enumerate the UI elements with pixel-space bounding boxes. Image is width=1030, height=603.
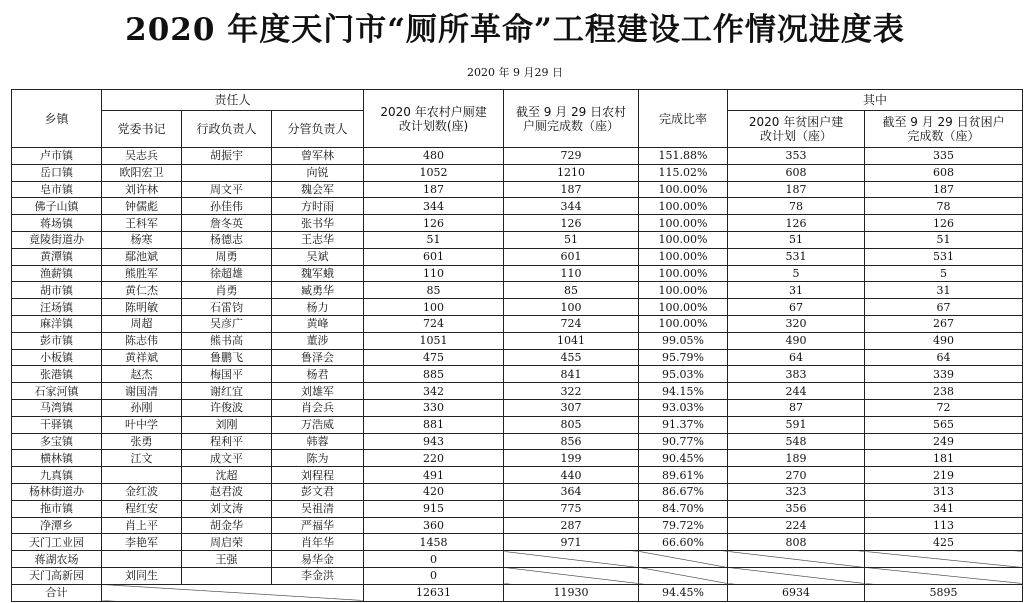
plan-cell: 943 — [364, 433, 504, 450]
ratio-cell: 115.02% — [639, 164, 728, 181]
party-secretary-cell: 肖上平 — [102, 517, 182, 534]
poor-plan-cell: 808 — [728, 534, 865, 551]
table-row — [12, 332, 1023, 349]
ratio-cell: 100.00% — [639, 282, 728, 299]
poor-completed-cell: 219 — [865, 467, 1023, 484]
table-row — [12, 483, 1023, 500]
plan-cell: 724 — [364, 315, 504, 332]
plan-cell: 1051 — [364, 332, 504, 349]
ratio-cell: 89.61% — [639, 467, 728, 484]
town-cell: 九真镇 — [12, 467, 102, 484]
town-cell: 张港镇 — [12, 366, 102, 383]
poor-plan-cell: 531 — [728, 248, 865, 265]
completed-cell: 85 — [504, 282, 639, 299]
plan-cell: 491 — [364, 467, 504, 484]
completed-cell: 110 — [504, 265, 639, 282]
ratio-cell: 86.67% — [639, 483, 728, 500]
table-row — [12, 231, 1023, 248]
party-secretary-cell: 周超 — [102, 315, 182, 332]
poor-plan-cell: 67 — [728, 299, 865, 316]
admin-head-cell: 杨德志 — [182, 231, 272, 248]
town-cell: 干驿镇 — [12, 416, 102, 433]
party-secretary-cell: 程红安 — [102, 500, 182, 517]
empty-slash-cell — [639, 567, 728, 584]
table-row — [12, 416, 1023, 433]
table-row — [12, 248, 1023, 265]
party-secretary-cell: 金红波 — [102, 483, 182, 500]
admin-head-cell — [182, 164, 272, 181]
division-head-cell: 易华金 — [272, 551, 364, 568]
division-head-cell: 严福华 — [272, 517, 364, 534]
town-cell: 多宝镇 — [12, 433, 102, 450]
town-cell: 汪场镇 — [12, 299, 102, 316]
town-cell: 天门工业园 — [12, 534, 102, 551]
poor-plan-cell: 356 — [728, 500, 865, 517]
total-poor-plan-cell: 6934 — [728, 584, 865, 601]
party-secretary-cell: 谢国清 — [102, 383, 182, 400]
plan-cell: 0 — [364, 567, 504, 584]
completed-cell: 729 — [504, 148, 639, 165]
party-secretary-cell: 江文 — [102, 450, 182, 467]
ratio-cell: 66.60% — [639, 534, 728, 551]
division-head-cell: 方时雨 — [272, 198, 364, 215]
completed-cell: 856 — [504, 433, 639, 450]
town-cell: 横林镇 — [12, 450, 102, 467]
division-head-cell: 王志华 — [272, 231, 364, 248]
table-row — [12, 366, 1023, 383]
poor-completed-cell: 313 — [865, 483, 1023, 500]
admin-head-cell: 刘文涛 — [182, 500, 272, 517]
poor-completed-cell: 531 — [865, 248, 1023, 265]
ratio-cell: 90.45% — [639, 450, 728, 467]
division-head-cell: 李金洪 — [272, 567, 364, 584]
plan-cell: 110 — [364, 265, 504, 282]
division-head-cell: 向锐 — [272, 164, 364, 181]
admin-head-cell: 徐超雄 — [182, 265, 272, 282]
plan-cell: 480 — [364, 148, 504, 165]
admin-head-cell: 赵君波 — [182, 483, 272, 500]
poor-completed-cell: 5 — [865, 265, 1023, 282]
division-head-cell: 臧勇华 — [272, 282, 364, 299]
division-head-cell: 韩蓉 — [272, 433, 364, 450]
town-cell: 卢市镇 — [12, 148, 102, 165]
ratio-cell: 79.72% — [639, 517, 728, 534]
completed-cell: 1041 — [504, 332, 639, 349]
ratio-cell: 84.70% — [639, 500, 728, 517]
admin-head-cell: 石雷钧 — [182, 299, 272, 316]
completed-cell: 322 — [504, 383, 639, 400]
town-cell: 岳口镇 — [12, 164, 102, 181]
ratio-cell: 99.05% — [639, 332, 728, 349]
town-cell: 竟陵街道办 — [12, 231, 102, 248]
party-secretary-cell — [102, 467, 182, 484]
party-secretary-cell: 鄢池斌 — [102, 248, 182, 265]
admin-head-cell: 梅国平 — [182, 366, 272, 383]
division-head-cell: 曾军林 — [272, 148, 364, 165]
party-secretary-cell: 熊胜军 — [102, 265, 182, 282]
plan-cell: 51 — [364, 231, 504, 248]
empty-slash-cell — [865, 551, 1023, 568]
completed-cell: 724 — [504, 315, 639, 332]
division-head-cell: 杨力 — [272, 299, 364, 316]
town-cell: 马湾镇 — [12, 399, 102, 416]
empty-slash-cell — [865, 567, 1023, 584]
town-cell: 麻洋镇 — [12, 315, 102, 332]
admin-head-cell: 鲁鹏飞 — [182, 349, 272, 366]
completed-cell: 455 — [504, 349, 639, 366]
empty-slash-cell — [504, 551, 639, 568]
poor-completed-cell: 31 — [865, 282, 1023, 299]
poor-completed-cell: 238 — [865, 383, 1023, 400]
division-head-cell: 黄峰 — [272, 315, 364, 332]
poor-completed-cell: 64 — [865, 349, 1023, 366]
completed-cell: 601 — [504, 248, 639, 265]
plan-cell: 475 — [364, 349, 504, 366]
total-completed-cell: 11930 — [504, 584, 639, 601]
ratio-cell: 100.00% — [639, 181, 728, 198]
total-row — [12, 584, 1023, 601]
completed-cell: 344 — [504, 198, 639, 215]
table-row — [12, 399, 1023, 416]
town-cell: 黄潭镇 — [12, 248, 102, 265]
town-cell: 蒋湖农场 — [12, 551, 102, 568]
poor-completed-cell: 335 — [865, 148, 1023, 165]
report-date: 2020 年 9 月29 日 — [467, 66, 563, 79]
party-secretary-cell: 叶中学 — [102, 416, 182, 433]
header-completed: 截至 9 月 29 日农村户厕完成数（座） — [504, 90, 639, 148]
plan-cell: 1458 — [364, 534, 504, 551]
header-party-secretary: 党委书记 — [102, 111, 182, 148]
party-secretary-cell: 吴志兵 — [102, 148, 182, 165]
town-cell: 小板镇 — [12, 349, 102, 366]
poor-completed-cell: 565 — [865, 416, 1023, 433]
division-head-cell: 魏会军 — [272, 181, 364, 198]
completed-cell: 287 — [504, 517, 639, 534]
town-cell: 杨林街道办 — [12, 483, 102, 500]
ratio-cell: 100.00% — [639, 198, 728, 215]
header-division-head: 分管负责人 — [272, 111, 364, 148]
poor-plan-cell: 591 — [728, 416, 865, 433]
completed-cell: 307 — [504, 399, 639, 416]
empty-slash-cell — [504, 567, 639, 584]
table-row — [12, 500, 1023, 517]
ratio-cell: 100.00% — [639, 215, 728, 232]
table-row — [12, 450, 1023, 467]
page-title: 2020 年度天门市“厕所革命”工程建设工作情况进度表 — [125, 12, 905, 48]
completed-cell: 1210 — [504, 164, 639, 181]
plan-cell: 881 — [364, 416, 504, 433]
header-town: 乡镇 — [12, 90, 102, 148]
table-row — [12, 164, 1023, 181]
poor-completed-cell: 490 — [865, 332, 1023, 349]
division-head-cell: 魏军蛾 — [272, 265, 364, 282]
party-secretary-cell: 刘许林 — [102, 181, 182, 198]
division-head-cell: 肖会兵 — [272, 399, 364, 416]
town-cell: 蒋场镇 — [12, 215, 102, 232]
poor-plan-cell: 51 — [728, 231, 865, 248]
poor-completed-cell: 425 — [865, 534, 1023, 551]
plan-cell: 330 — [364, 399, 504, 416]
party-secretary-cell — [102, 551, 182, 568]
poor-plan-cell: 189 — [728, 450, 865, 467]
party-secretary-cell: 王科军 — [102, 215, 182, 232]
plan-cell: 100 — [364, 299, 504, 316]
table-row — [12, 534, 1023, 551]
poor-plan-cell: 353 — [728, 148, 865, 165]
poor-plan-cell: 224 — [728, 517, 865, 534]
poor-plan-cell: 5 — [728, 265, 865, 282]
plan-cell: 601 — [364, 248, 504, 265]
party-secretary-cell: 陈志伟 — [102, 332, 182, 349]
plan-cell: 342 — [364, 383, 504, 400]
total-poor-completed-cell: 5895 — [865, 584, 1023, 601]
party-secretary-cell: 赵杰 — [102, 366, 182, 383]
ratio-cell: 100.00% — [639, 248, 728, 265]
party-secretary-cell: 李艳军 — [102, 534, 182, 551]
poor-plan-cell: 548 — [728, 433, 865, 450]
poor-completed-cell: 51 — [865, 231, 1023, 248]
division-head-cell: 吴祖清 — [272, 500, 364, 517]
table-row — [12, 282, 1023, 299]
completed-cell: 126 — [504, 215, 639, 232]
ratio-cell: 100.00% — [639, 265, 728, 282]
poor-completed-cell: 113 — [865, 517, 1023, 534]
party-secretary-cell: 刘同生 — [102, 567, 182, 584]
poor-plan-cell: 187 — [728, 181, 865, 198]
ratio-cell: 100.00% — [639, 315, 728, 332]
division-head-cell: 彭文君 — [272, 483, 364, 500]
division-head-cell: 张书华 — [272, 215, 364, 232]
completed-cell: 51 — [504, 231, 639, 248]
party-secretary-cell: 陈明敏 — [102, 299, 182, 316]
table-row — [12, 148, 1023, 165]
table-row — [12, 567, 1023, 584]
progress-table — [11, 89, 1023, 602]
completed-cell: 100 — [504, 299, 639, 316]
poor-plan-cell: 383 — [728, 366, 865, 383]
ratio-cell: 100.00% — [639, 231, 728, 248]
poor-plan-cell: 64 — [728, 349, 865, 366]
plan-cell: 0 — [364, 551, 504, 568]
poor-completed-cell: 72 — [865, 399, 1023, 416]
total-ratio-cell: 94.45% — [639, 584, 728, 601]
party-secretary-cell: 孙刚 — [102, 399, 182, 416]
division-head-cell: 陈为 — [272, 450, 364, 467]
total-plan-cell: 12631 — [364, 584, 504, 601]
completed-cell: 187 — [504, 181, 639, 198]
party-secretary-cell: 欧阳宏卫 — [102, 164, 182, 181]
empty-slash-cell — [639, 551, 728, 568]
division-head-cell: 肖年华 — [272, 534, 364, 551]
plan-cell: 915 — [364, 500, 504, 517]
party-secretary-cell: 杨寒 — [102, 231, 182, 248]
plan-cell: 126 — [364, 215, 504, 232]
division-head-cell: 刘雄军 — [272, 383, 364, 400]
admin-head-cell: 周文平 — [182, 181, 272, 198]
ratio-cell: 91.37% — [639, 416, 728, 433]
completed-cell: 971 — [504, 534, 639, 551]
admin-head-cell: 詹冬英 — [182, 215, 272, 232]
table-row — [12, 198, 1023, 215]
poor-completed-cell: 126 — [865, 215, 1023, 232]
header-ratio: 完成比率 — [639, 90, 728, 148]
plan-cell: 187 — [364, 181, 504, 198]
admin-head-cell: 成文平 — [182, 450, 272, 467]
poor-completed-cell: 67 — [865, 299, 1023, 316]
admin-head-cell: 王强 — [182, 551, 272, 568]
town-cell: 佛子山镇 — [12, 198, 102, 215]
admin-head-cell: 程利平 — [182, 433, 272, 450]
admin-head-cell: 孙佳伟 — [182, 198, 272, 215]
town-cell: 净潭乡 — [12, 517, 102, 534]
plan-cell: 420 — [364, 483, 504, 500]
completed-cell: 775 — [504, 500, 639, 517]
admin-head-cell: 周启荣 — [182, 534, 272, 551]
total-label: 合计 — [12, 584, 102, 601]
town-cell: 石家河镇 — [12, 383, 102, 400]
table-body — [12, 148, 1023, 602]
table-row — [12, 383, 1023, 400]
party-secretary-cell: 张勇 — [102, 433, 182, 450]
poor-completed-cell: 78 — [865, 198, 1023, 215]
completed-cell: 440 — [504, 467, 639, 484]
town-cell: 渔薪镇 — [12, 265, 102, 282]
division-head-cell: 董涉 — [272, 332, 364, 349]
town-cell: 拖市镇 — [12, 500, 102, 517]
table-row — [12, 265, 1023, 282]
ratio-cell: 94.15% — [639, 383, 728, 400]
party-secretary-cell: 黄仁杰 — [102, 282, 182, 299]
table-row — [12, 467, 1023, 484]
town-cell: 胡市镇 — [12, 282, 102, 299]
town-cell: 彭市镇 — [12, 332, 102, 349]
admin-head-cell: 吴彦广 — [182, 315, 272, 332]
plan-cell: 360 — [364, 517, 504, 534]
admin-head-cell: 周勇 — [182, 248, 272, 265]
poor-plan-cell: 244 — [728, 383, 865, 400]
poor-completed-cell: 267 — [865, 315, 1023, 332]
ratio-cell: 100.00% — [639, 299, 728, 316]
ratio-cell: 90.77% — [639, 433, 728, 450]
table-row — [12, 551, 1023, 568]
admin-head-cell: 胡振宇 — [182, 148, 272, 165]
header-responsible: 责任人 — [102, 90, 364, 111]
table-row — [12, 517, 1023, 534]
plan-cell: 885 — [364, 366, 504, 383]
ratio-cell: 93.03% — [639, 399, 728, 416]
poor-plan-cell: 31 — [728, 282, 865, 299]
plan-cell: 1052 — [364, 164, 504, 181]
header-poor-plan: 2020 年贫困户建改计划（座） — [728, 111, 865, 148]
poor-completed-cell: 249 — [865, 433, 1023, 450]
table-row — [12, 349, 1023, 366]
completed-cell: 364 — [504, 483, 639, 500]
plan-cell: 220 — [364, 450, 504, 467]
ratio-cell: 95.03% — [639, 366, 728, 383]
town-cell: 天门高新园 — [12, 567, 102, 584]
party-secretary-cell: 钟儒彪 — [102, 198, 182, 215]
table-row — [12, 433, 1023, 450]
poor-completed-cell: 608 — [865, 164, 1023, 181]
table-row — [12, 315, 1023, 332]
completed-cell: 805 — [504, 416, 639, 433]
header-of-which: 其中 — [728, 90, 1023, 111]
ratio-cell: 95.79% — [639, 349, 728, 366]
town-cell: 皂市镇 — [12, 181, 102, 198]
header-plan: 2020 年农村户厕建改计划数(座) — [364, 90, 504, 148]
plan-cell: 85 — [364, 282, 504, 299]
poor-plan-cell: 78 — [728, 198, 865, 215]
poor-plan-cell: 490 — [728, 332, 865, 349]
admin-head-cell: 谢红宜 — [182, 383, 272, 400]
division-head-cell: 杨君 — [272, 366, 364, 383]
poor-completed-cell: 187 — [865, 181, 1023, 198]
completed-cell: 199 — [504, 450, 639, 467]
poor-plan-cell: 87 — [728, 399, 865, 416]
header-poor-completed: 截至 9 月 29 日贫困户完成数（座） — [865, 111, 1023, 148]
admin-head-cell — [182, 567, 272, 584]
poor-plan-cell: 323 — [728, 483, 865, 500]
admin-head-cell: 许俊波 — [182, 399, 272, 416]
admin-head-cell: 沈超 — [182, 467, 272, 484]
admin-head-cell: 肖勇 — [182, 282, 272, 299]
admin-head-cell: 刘刚 — [182, 416, 272, 433]
poor-plan-cell: 126 — [728, 215, 865, 232]
table-row — [12, 215, 1023, 232]
plan-cell: 344 — [364, 198, 504, 215]
division-head-cell: 吴斌 — [272, 248, 364, 265]
header-admin-head: 行政负责人 — [182, 111, 272, 148]
empty-slash-cell — [728, 551, 865, 568]
table-row — [12, 299, 1023, 316]
poor-plan-cell: 608 — [728, 164, 865, 181]
poor-completed-cell: 341 — [865, 500, 1023, 517]
completed-cell: 841 — [504, 366, 639, 383]
admin-head-cell: 熊书高 — [182, 332, 272, 349]
poor-completed-cell: 339 — [865, 366, 1023, 383]
empty-slash-cell — [728, 567, 865, 584]
poor-completed-cell: 181 — [865, 450, 1023, 467]
total-empty-slash-cell — [102, 584, 364, 601]
division-head-cell: 刘程程 — [272, 467, 364, 484]
table-row — [12, 181, 1023, 198]
party-secretary-cell: 黄祥斌 — [102, 349, 182, 366]
division-head-cell: 万浩威 — [272, 416, 364, 433]
poor-plan-cell: 320 — [728, 315, 865, 332]
ratio-cell: 151.88% — [639, 148, 728, 165]
poor-plan-cell: 270 — [728, 467, 865, 484]
admin-head-cell: 胡金华 — [182, 517, 272, 534]
division-head-cell: 鲁泽会 — [272, 349, 364, 366]
